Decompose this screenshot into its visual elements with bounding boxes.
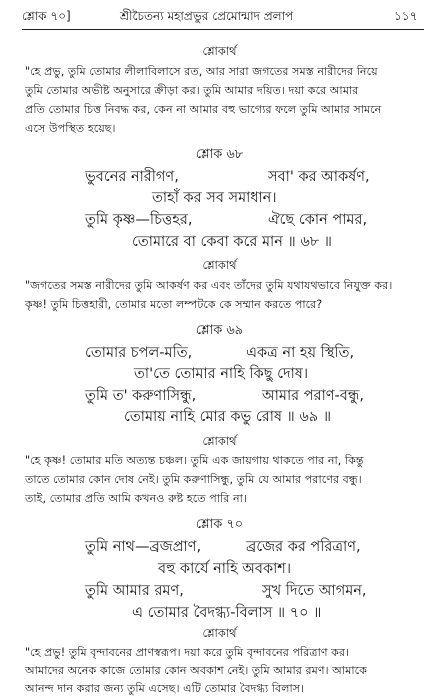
verse-heading: শ্লোক ৭০ — [195, 517, 244, 532]
verse-line: এ তোমার বৈদগ্ধ্য-বিলাস ॥ ৭০ ॥ — [132, 605, 322, 621]
verse-line: একত্র না হয় স্থিতি, — [246, 345, 355, 361]
translation-heading: শ্লোকার্থ — [202, 258, 237, 272]
translation-line: "হে প্রভু! তুমি বৃন্দাবনের প্রাণস্বরূপ। দয়া করে তুমি বৃন্দাবনের পরিত্রাণ কর। — [25, 646, 350, 659]
verse-line: বহু কার্যে নাহি অবকাশ। — [158, 561, 292, 577]
translation-line: প্রতি তোমার চিত্ত নিবদ্ধ কর, কেন না আমার বহু ভাগ্যের ফলে তুমি আমার সামনে — [25, 103, 382, 116]
translation-heading: শ্লোকার্থ — [202, 626, 237, 640]
translation-line: "জগতের সমস্ত নারীদের তুমি আকর্ষণ কর এবং তাঁদের তুমি যথাযথভাবে নিযুক্ত কর। — [25, 279, 393, 292]
verse-line: সবা' কর আকর্ষণ, — [268, 169, 370, 185]
verse-line: তুমি নাথ—ব্রজপ্রাণ, — [85, 539, 202, 555]
translation-line: আমাদের অনেক কাজে তোমার কোন অবকাশ নেই। তুমি আমার রমণ। আমাকে — [25, 664, 368, 677]
translation-line: তাতে তোমার কোন দোষ নেই। তুমি করুণাসিন্ধু, তুমি যে আমার পরাণের বন্ধু। — [25, 473, 362, 486]
translation-heading: শ্লোকার্থ — [202, 434, 237, 448]
verse-line: আমার পরাণ-বন্ধু, — [262, 388, 364, 404]
translation-line: "হে কৃষ্ণ! তোমার মতি অত্যন্ত চঞ্চল। তুমি এক জায়গায় থাকতে পার না, কিন্তু — [25, 454, 364, 467]
verse-line: তোমার চপল-মতি, — [85, 345, 193, 361]
verse-line: তুমি ত' করুণাসিন্ধু, — [85, 388, 197, 404]
header-verse-ref: শ্লোক ৭০] — [22, 9, 71, 23]
translation-heading: শ্লোকার্থ — [202, 44, 237, 58]
header-rule — [22, 29, 424, 30]
verse-line: তোমারে বা কেবা করে মান ॥ ৬৮ ॥ — [132, 234, 332, 250]
verse-heading: শ্লোক ৬৯ — [195, 323, 244, 338]
verse-line: ভুবনের নারীগণ, — [85, 169, 179, 185]
verse-line: তুমি কৃষ্ণ—চিত্তহর, — [85, 212, 193, 228]
verse-line: তাহাঁ কর সব সমাধান। — [152, 190, 277, 206]
translation-line: আনন্দ দান করার জন্য তুমি এসেছ। এটি তোমার বৈদগ্ধ্য বিলাস। — [25, 682, 305, 695]
translation-line: তাই, তোমার প্রতি আমি কখনও রুষ্ট হতে পারি না। — [25, 492, 247, 505]
header-chapter-title: শ্রীচৈতন্য মহাপ্রভুর প্রেমোন্মাদ প্রলাপ — [120, 9, 294, 23]
verse-line: তা'তে তোমার নাহি কিছু দোষ। — [134, 366, 309, 382]
translation-line: "হে প্রভু, তুমি তোমার লীলাবিলাসে রত, আর সারা জগতের সমস্ত নারীদের নিয়ে — [25, 65, 378, 78]
translation-line: কৃষ্ণ! তুমি চিত্তহারী, তোমার মতো লম্পটকে কে সম্মান করতে পারে? — [25, 298, 323, 311]
verse-line: তোমায় নাহি মোর কভু রোষ ॥ ৬৯ ॥ — [124, 409, 332, 425]
verse-line: ব্রজের কর পরিত্রাণ, — [246, 539, 361, 555]
verse-line: তুমি আমার রমণ, — [85, 583, 184, 599]
translation-line: তুমি তোমার অভীষ্ট অনুসারে ক্রীড়া কর। তুমি আমার দয়িত। দয়া করে আমার — [25, 84, 359, 97]
translation-line: এসে উপস্থিত হয়েছ। — [25, 122, 116, 135]
verse-line: সুখ দিতে আগমন, — [262, 583, 367, 599]
page-number: ১১৭ — [394, 9, 418, 23]
verse-heading: শ্লোক ৬৮ — [195, 147, 244, 162]
verse-line: ঐছে কোন পামর, — [268, 212, 368, 228]
